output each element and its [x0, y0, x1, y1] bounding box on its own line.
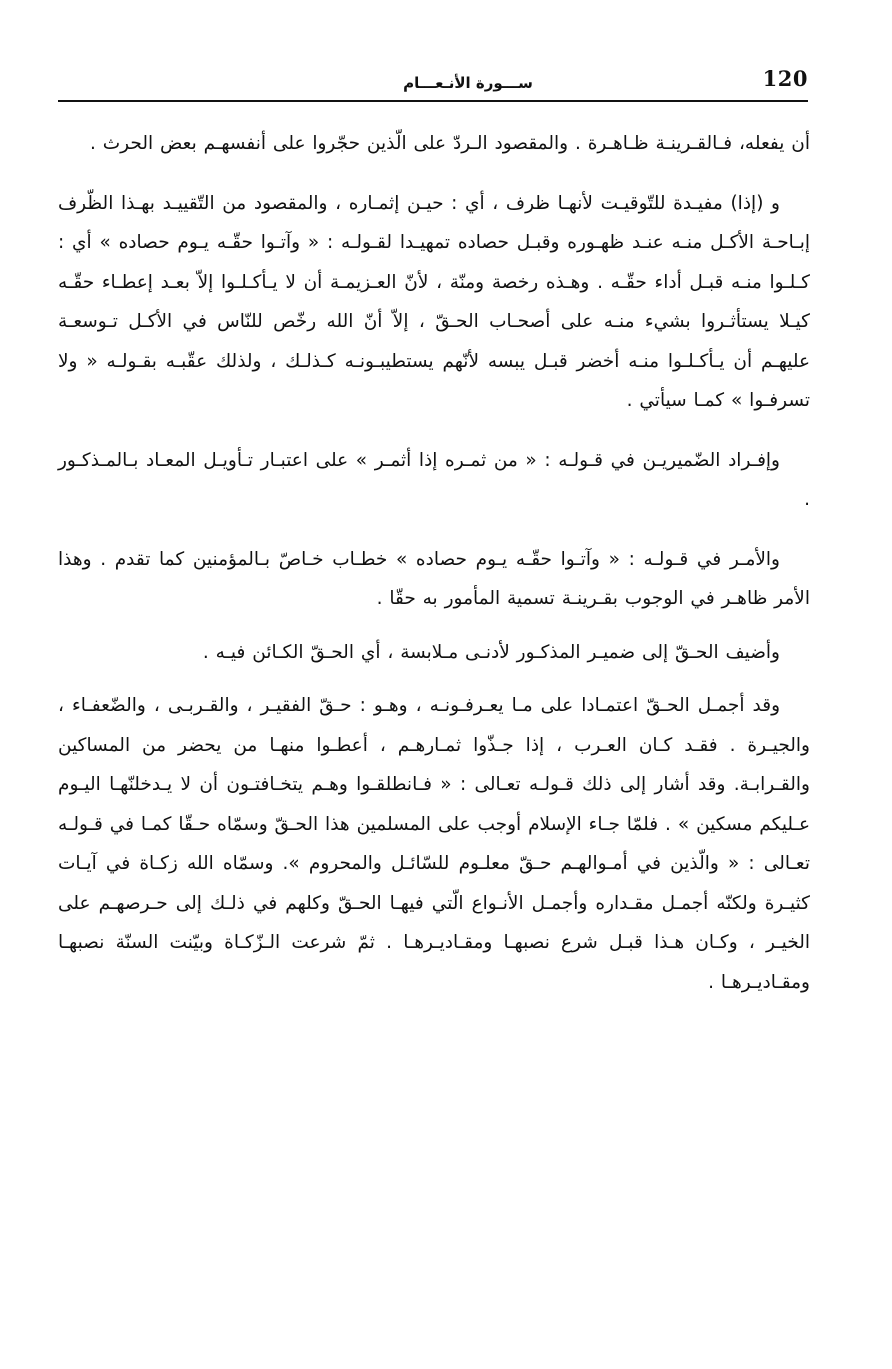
page-header [58, 62, 808, 106]
header-rule [58, 100, 808, 102]
page-body [58, 124, 810, 1002]
paragraph-5: وأضيف الحـقّ إلى ضميـر المذكـور لأدنـى مـلابسة ، أي الحـقّ الكـائن فيـه . [202, 641, 780, 663]
paragraph-6: وقد أجمـل الحـقّ اعتمـادا على مـا يعـرفـونـه ، وهـو : حـقّ الفقيـر ، والقـربـى ، والضّعفـاء ، والجيـرة . فقـد كـان العـرب ، إذا جـذّوا ثمـارهـم ، أعطـوا منهـا من يحضر من المساكين والقـرابـة. وقد أشار إلى ذلك قـولـه تعـالى : « فـانطلقـوا وهـم يتخـافتـون أن لا يـدخلنّهـا اليـوم عـليكم مسكين » . فلمّا جـاء الإسلام أوجب على المسلمين هذا الحـقّ وسمّاه حـقّا كمـا في قـولـه تعـالى : « والّذين في أمـوالهـم حـقّ معلـوم للسّائـل والمحروم ». وسمّاه الله زكـاة في آيـات كثيـرة ولكنّه أجمـل مقـداره وأجمـل الأنـواع الّتي فيهـا الحـقّ وكلهم في ذلـك إلى حـرصهـم على الخيـر ، وكـان هـذا قبـل شرع نصبهـا ومقـاديـرهـا . ثمّ شرعت الـزّكـاة وبيّنت السنّة نصبهـا ومقـاديـرهـا . [58, 695, 810, 993]
paragraph-1: أن يفعله، فـالقـرينـة ظـاهـرة . والمقصود الـردّ على الّذين حجّروا على أنفسهـم بعض الحرث . [90, 133, 810, 154]
paragraph-4: والأمـر في قـولـه : « وآتـوا حقّـه يـوم حصاده » خطـاب خـاصّ بـالمؤمنين كما تقدم . وهذا الأمر ظاهـر في الوجوب بقـرينـة تسمية المأمور به حقّا . [58, 548, 810, 609]
page-number: 120 [762, 66, 808, 91]
paragraph-2: و (إذا) مفيـدة للتّوقيـت لأنهـا ظرف ، أي : حيـن إثمـاره ، والمقصود من التّقييـد بهـذا الظّرف إبـاحـة الأكـل منـه عنـد ظهـوره وقبـل حصاده تمهيـدا لقـولـه : « وآتـوا حقّـه يـوم حصاده » أي : كـلـوا منـه قبـل أداء حقّـه . وهـذه رخصة ومنّة ، لأنّ العـزيمـة أن لا يـأكـلـوا إلاّ بعـد إعطـاء حقّـه كيـلا يستأثـروا بشيء منـه على أصحـاب الحـقّ ، إلاّ أنّ الله رخّص للنّاس في الأكـل تـوسعـة عليهـم أن يـأكـلـوا منـه أخضر قبـل يبسه لأنّهم يستطيبـونـه كـذلـك ، ولذلك عقّبـه بقـولـه « ولا تسرفـوا » كمـا سيأتي . [58, 192, 810, 411]
running-title: ســـورة الأنـعـــام [403, 74, 533, 92]
paragraph-3: وإفـراد الضّميريـن في قـولـه : « من ثمـره إذا أثمـر » على اعتبـار تـأويـل المعـاد بـالمـذكـور . [58, 449, 810, 510]
